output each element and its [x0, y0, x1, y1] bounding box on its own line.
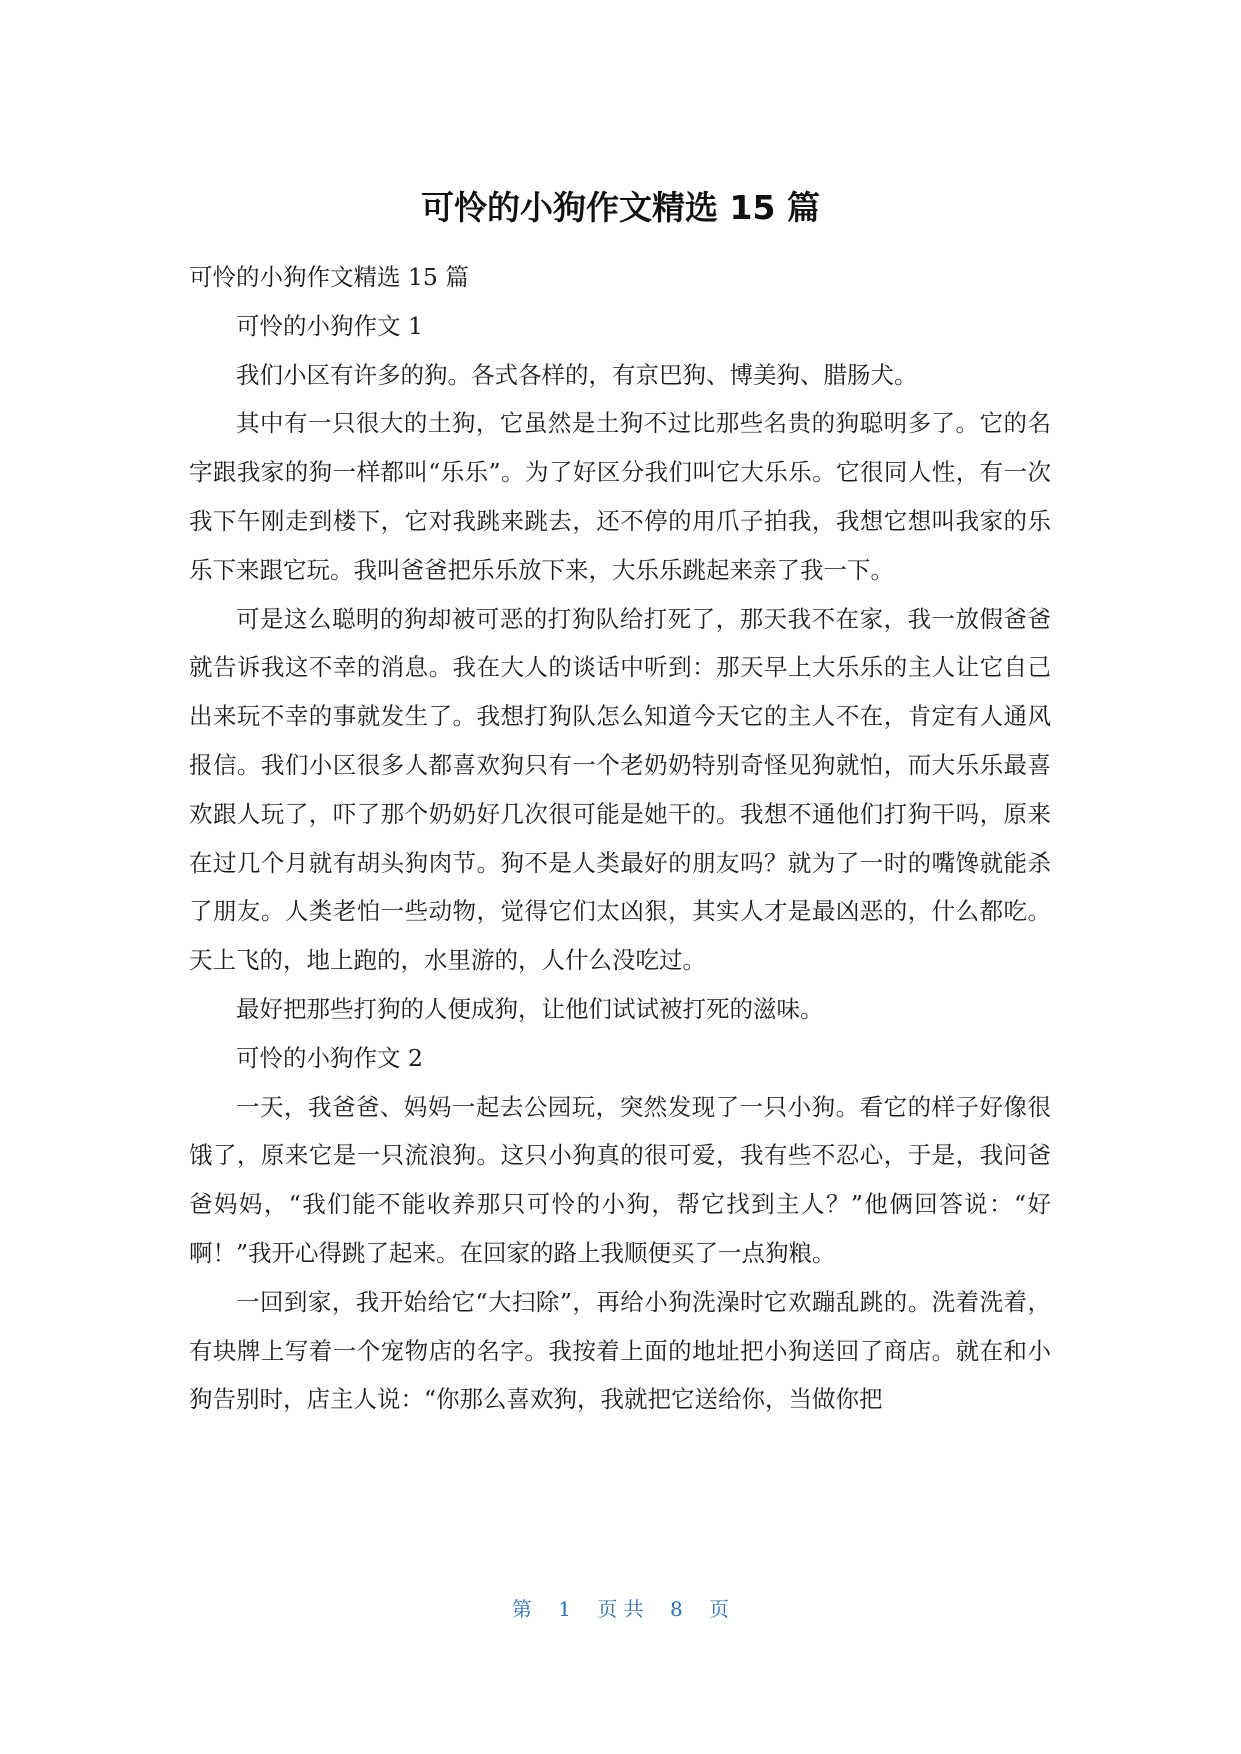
footer-total-pages: 8: [670, 1597, 683, 1621]
section-heading: 可怜的小狗作文 1: [236, 311, 423, 340]
paragraph: 一回到家，我开始给它“大扫除”，再给小狗洗澡时它欢蹦乱跳的。洗着洗着，有块牌上写着一个宠物店的名字。我按着上面的地址把小狗送回了商店。就在和小狗告别时，店主人说：“你那么喜欢狗，我就把它送给你，当做你把: [189, 1287, 1051, 1414]
document-title: 可怜的小狗作文精选 15 篇: [421, 188, 820, 227]
paragraph: 可怜的小狗作文精选 15 篇: [189, 263, 469, 291]
paragraph: 我们小区有许多的狗。各式各样的，有京巴狗、博美狗、腊肠犬。: [236, 360, 918, 389]
footer-current-page: 1: [558, 1597, 571, 1621]
footer-label-end: 页: [709, 1597, 730, 1621]
paragraph: 一天，我爸爸、妈妈一起去公园玩，突然发现了一只小狗。看它的样子好像很饿了，原来它是一只流浪狗。这只小狗真的很可爱，我有些不忍心，于是，我问爸爸妈妈，“我们能不能收养那只可怜的小狗，帮它找到主人？”他俩回答说：“好啊！”我开心得跳了起来。在回家的路上我顺便买了一点狗粮。: [189, 1092, 1051, 1267]
footer-label-of: 页 共: [597, 1597, 644, 1621]
paragraph: 其中有一只很大的土狗，它虽然是土狗不过比那些名贵的狗聪明多了。它的名字跟我家的狗一样都叫“乐乐”。为了好区分我们叫它大乐乐。它很同人性，有一次我下午刚走到楼下，它对我跳来跳去，还不停的用爪子拍我，我想它想叫我家的乐乐下来跟它玩。我叫爸爸把乐乐放下来，大乐乐跳起来亲了我一下。: [189, 409, 1051, 584]
footer-label-page: 第: [511, 1597, 532, 1621]
document-body: [189, 253, 1051, 1424]
paragraph: 可是这么聪明的狗却被可恶的打狗队给打死了，那天我不在家，我一放假爸爸就告诉我这不幸的消息。我在大人的谈话中听到：那天早上大乐乐的主人让它自己出来玩不幸的事就发生了。我想打狗队怎么知道今天它的主人不在，肯定有人通风报信。我们小区很多人都喜欢狗只有一个老奶奶特别奇怪见狗就怕，而大乐乐最喜欢跟人玩了，吓了那个奶奶好几次很可能是她干的。我想不通他们打狗干吗，原来在过几个月就有胡头狗肉节。狗不是人类最好的朋友吗？就为了一时的嘴馋就能杀了朋友。人类老怕一些动物，觉得它们太凶狠，其实人才是最凶恶的，什么都吃。天上飞的，地上跑的，水里游的，人什么没吃过。: [189, 604, 1051, 975]
paragraph: 最好把那些打狗的人便成狗，让他们试试被打死的滋味。: [236, 994, 824, 1023]
page-footer: [0, 1595, 1241, 1623]
section-heading: 可怜的小狗作文 2: [236, 1043, 423, 1072]
